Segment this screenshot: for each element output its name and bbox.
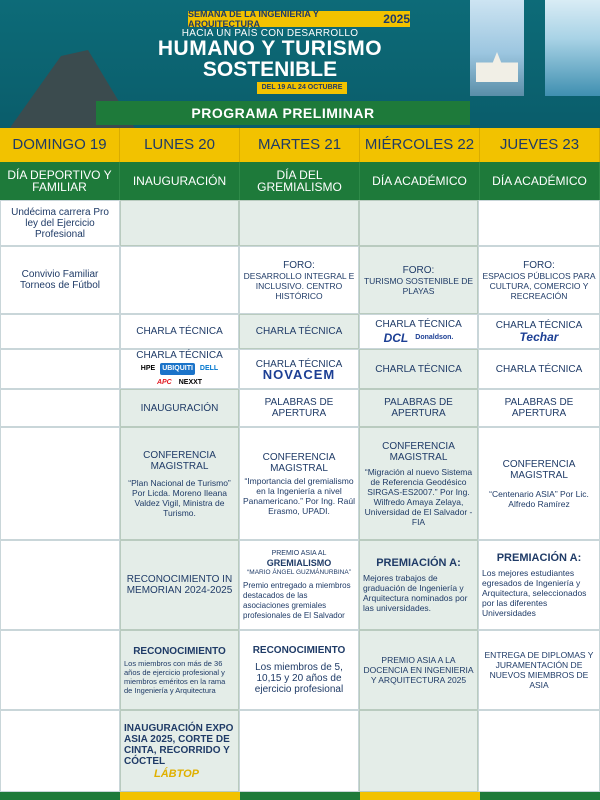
- event-header: [0, 0, 600, 128]
- day-thursday: JUEVES 23: [480, 128, 600, 162]
- apc-logo: APC: [156, 378, 172, 386]
- theme-sunday: DÍA DEPORTIVO Y FAMILIAR: [0, 162, 120, 200]
- thursday-conferencia-cell: [478, 427, 600, 540]
- sunday-empty-cell-3: [0, 314, 120, 349]
- monday-memorian-cell: [120, 540, 239, 630]
- day-tuesday: MARTES 21: [240, 128, 360, 162]
- monday-conferencia-cell: [120, 427, 239, 540]
- charla-label: CHARLA TÉCNICA: [255, 358, 343, 370]
- palabras-label: PALABRAS DE APERTURA: [264, 397, 334, 419]
- premiacion-detail: Mejores trabajos de graduación de Ingeniería y Arquitectura nominados por las universidades.: [363, 573, 468, 613]
- thursday-foro-cell: [478, 246, 600, 314]
- donaldson-logo: Donaldson.: [415, 334, 454, 341]
- theme-thursday: DÍA ACADÉMICO: [480, 162, 600, 200]
- foro-label: FORO:: [523, 259, 555, 271]
- premio-detail: Premio entregado a miembros destacados de las asociaciones gremiales profesionales de El Salvador: [243, 580, 351, 620]
- headline-line-1: HACIA UN PAÍS CON DESARROLLO: [181, 28, 359, 39]
- novacem-logo: NOVACEM: [262, 366, 336, 382]
- palabras-label: PALABRAS DE APERTURA: [384, 397, 453, 419]
- day-wednesday: MIÉRCOLES 22: [360, 128, 480, 162]
- foro-topic: ESPACIOS PÚBLICOS PARA CULTURA, COMERCIO Y RECREACIÓN: [482, 270, 596, 301]
- foro-topic: DESARROLLO INTEGRAL E INCLUSIVO. CENTRO HISTÓRICO: [243, 270, 355, 301]
- thursday-empty-cell-9: [478, 710, 600, 792]
- dell-logo: DELL: [199, 364, 219, 372]
- race-text: Undécima carrera Pro ley del Ejercicio Profesional: [11, 206, 109, 240]
- dcl-logo: DCL: [383, 331, 409, 345]
- diplomas-label: ENTREGA DE DIPLOMAS Y JURAMENTACIÓN DE NUEVOS MIEMBROS DE ASIA: [484, 650, 594, 690]
- thursday-charla-cell: [478, 314, 600, 349]
- monday-expo-cell: [120, 710, 239, 792]
- wednesday-premiacion-cell: [359, 540, 478, 630]
- premiacion-detail: Los mejores estudiantes egresados de Ingeniería y Arquitectura, seleccionados por las diferentes Universidades: [482, 568, 587, 618]
- charla-label: CHARLA TÉCNICA: [255, 326, 343, 337]
- day-sunday: DOMINGO 19: [0, 128, 120, 162]
- techar-logo: Techar: [519, 330, 559, 344]
- tuesday-palabras-cell: [239, 389, 359, 427]
- monday-charla-cell: [120, 314, 239, 349]
- monday-inauguracion-cell: [120, 389, 239, 427]
- footer-stripe: [0, 792, 600, 800]
- charla-label: CHARLA TÉCNICA: [375, 363, 462, 375]
- premio-line-1: PREMIO ASIA AL: [271, 549, 327, 557]
- sunday-empty-cell-4: [0, 349, 120, 389]
- theme-wednesday: DÍA ACADÉMICO: [360, 162, 480, 200]
- conferencia-title: CONFERENCIA MAGISTRAL: [143, 449, 216, 472]
- schedule-grid: [0, 200, 600, 792]
- wednesday-empty-cell-9: [359, 710, 478, 792]
- wednesday-empty-cell: [359, 200, 478, 246]
- theme-monday: INAUGURACIÓN: [120, 162, 240, 200]
- reconocimiento-detail: Los miembros de 5, 10,15 y 20 años de ejercicio profesional: [254, 662, 344, 695]
- event-dates: DEL 19 AL 24 OCTUBRE: [257, 82, 347, 94]
- palabras-label: PALABRAS DE APERTURA: [504, 397, 574, 419]
- event-banner: [188, 11, 410, 27]
- tuesday-novacem-cell: [239, 349, 359, 389]
- sunday-convivio-cell: [0, 246, 120, 314]
- day-header-row: [0, 128, 600, 162]
- thursday-charla-cell-2: [478, 349, 600, 389]
- sunday-empty-cell-7: [0, 540, 120, 630]
- theme-tuesday: DÍA DEL GREMIALISMO: [240, 162, 360, 200]
- memorian-label: RECONOCIMIENTO IN MEMORIAN 2024-2025: [126, 574, 233, 596]
- foro-label: FORO:: [402, 264, 435, 276]
- conferencia-detail: “Migración al nuevo Sistema de Referencia Geodésico SIRGAS-ES2007.” Por Ing. Wilfredo Amaya Zelaya, Universidad de El Salvador - FIA: [364, 466, 473, 527]
- docencia-label: PREMIO ASIA A LA DOCENCIA EN INGENIERIA Y ARQUITECTURA 2025: [363, 655, 474, 685]
- banner-year: 2025: [383, 12, 410, 26]
- tuesday-conferencia-cell: [239, 427, 359, 540]
- day-monday: LUNES 20: [120, 128, 240, 162]
- headline-line-2: HUMANO Y TURISMO: [157, 37, 383, 60]
- monday-empty-cell-2: [120, 246, 239, 314]
- inauguracion-label: INAUGURACIÓN: [140, 402, 219, 414]
- reconocimiento-title: RECONOCIMIENTO: [252, 645, 346, 656]
- charla-label: CHARLA TÉCNICA: [136, 326, 223, 337]
- reconocimiento-detail: Los miembros con más de 36 años de ejercicio profesional y miembros eméritos en la rama de Ingeniería y Arquitectura: [124, 658, 226, 695]
- wednesday-conferencia-cell: [359, 427, 478, 540]
- thursday-diplomas-cell: [478, 630, 600, 710]
- wednesday-charla-cell-2: [359, 349, 478, 389]
- hpe-logo: HPE: [140, 364, 156, 372]
- sunday-empty-cell-9: [0, 710, 120, 792]
- sunday-race-cell: [0, 200, 120, 246]
- charla-label: CHARLA TÉCNICA: [136, 349, 223, 361]
- premio-line-3: “MARIO ÁNGEL GUZMÁNURBINA”: [247, 568, 351, 576]
- foro-topic: TURISMO SOSTENIBLE DE PLAYAS: [363, 275, 474, 296]
- thursday-palabras-cell: [478, 389, 600, 427]
- conferencia-title: CONFERENCIA MAGISTRAL: [502, 458, 576, 481]
- tuesday-premio-cell: [239, 540, 359, 630]
- wednesday-docencia-cell: [359, 630, 478, 710]
- headline-line-3: SOSTENIBLE: [202, 58, 338, 81]
- sunday-empty-cell-5: [0, 389, 120, 427]
- sunday-empty-cell-6: [0, 427, 120, 540]
- conferencia-detail: “Plan Nacional de Turismo” Por Licda. Moreno Ileana Valdez Vigil, Ministra de Turismo.: [128, 477, 231, 518]
- wednesday-foro-cell: [359, 246, 478, 314]
- thursday-empty-cell: [478, 200, 600, 246]
- premio-line-2: GREMIALISMO: [266, 557, 332, 568]
- foro-label: FORO:: [283, 259, 315, 271]
- charla-label: CHARLA TÉCNICA: [495, 320, 583, 331]
- program-title: PROGRAMA PRELIMINAR: [96, 101, 470, 125]
- premiacion-title: PREMIACIÓN A:: [376, 557, 461, 569]
- tuesday-empty-cell-9: [239, 710, 359, 792]
- charla-label: CHARLA TÉCNICA: [495, 363, 583, 375]
- monday-charla-logos-cell: [120, 349, 239, 389]
- expo-label: INAUGURACIÓN EXPO ASIA 2025, CORTE DE CINTA, RECORRIDO Y CÓCTEL: [124, 723, 234, 767]
- monday-reconocimiento-cell: [120, 630, 239, 710]
- nexxt-logo: NEXXT: [178, 378, 203, 386]
- ubiquiti-logo: UBIQUITI: [160, 363, 195, 375]
- wednesday-charla-cell: [359, 314, 478, 349]
- banner-text: SEMANA DE LA INGENIERIA Y ARQUITECTURA: [188, 9, 319, 29]
- tuesday-empty-cell: [239, 200, 359, 246]
- tuesday-reconocimiento-cell: [239, 630, 359, 710]
- monday-empty-cell: [120, 200, 239, 246]
- tuesday-charla-cell: [239, 314, 359, 349]
- sunday-empty-cell-8: [0, 630, 120, 710]
- premiacion-title: PREMIACIÓN A:: [496, 552, 582, 564]
- thursday-premiacion-cell: [478, 540, 600, 630]
- day-theme-row: [0, 162, 600, 200]
- convivio-text: Convivio Familiar Torneos de Fútbol: [19, 269, 101, 291]
- conferencia-title: CONFERENCIA MAGISTRAL: [382, 440, 455, 463]
- conferencia-detail: “Importancia del gremialismo en la Ingeniería a nivel Panamericano.” Por Ing. Raúl Erasmo, UPADI.: [243, 475, 355, 516]
- labtop-logo: LÁBTOP: [154, 768, 200, 780]
- conferencia-title: CONFERENCIA MAGISTRAL: [262, 451, 336, 474]
- charla-label: CHARLA TÉCNICA: [375, 319, 462, 330]
- reconocimiento-title: RECONOCIMIENTO: [133, 645, 226, 657]
- wednesday-palabras-cell: [359, 389, 478, 427]
- tuesday-foro-cell: [239, 246, 359, 314]
- conferencia-detail: “Centenario ASIA” Por Lic. Alfredo Ramírez: [489, 488, 589, 509]
